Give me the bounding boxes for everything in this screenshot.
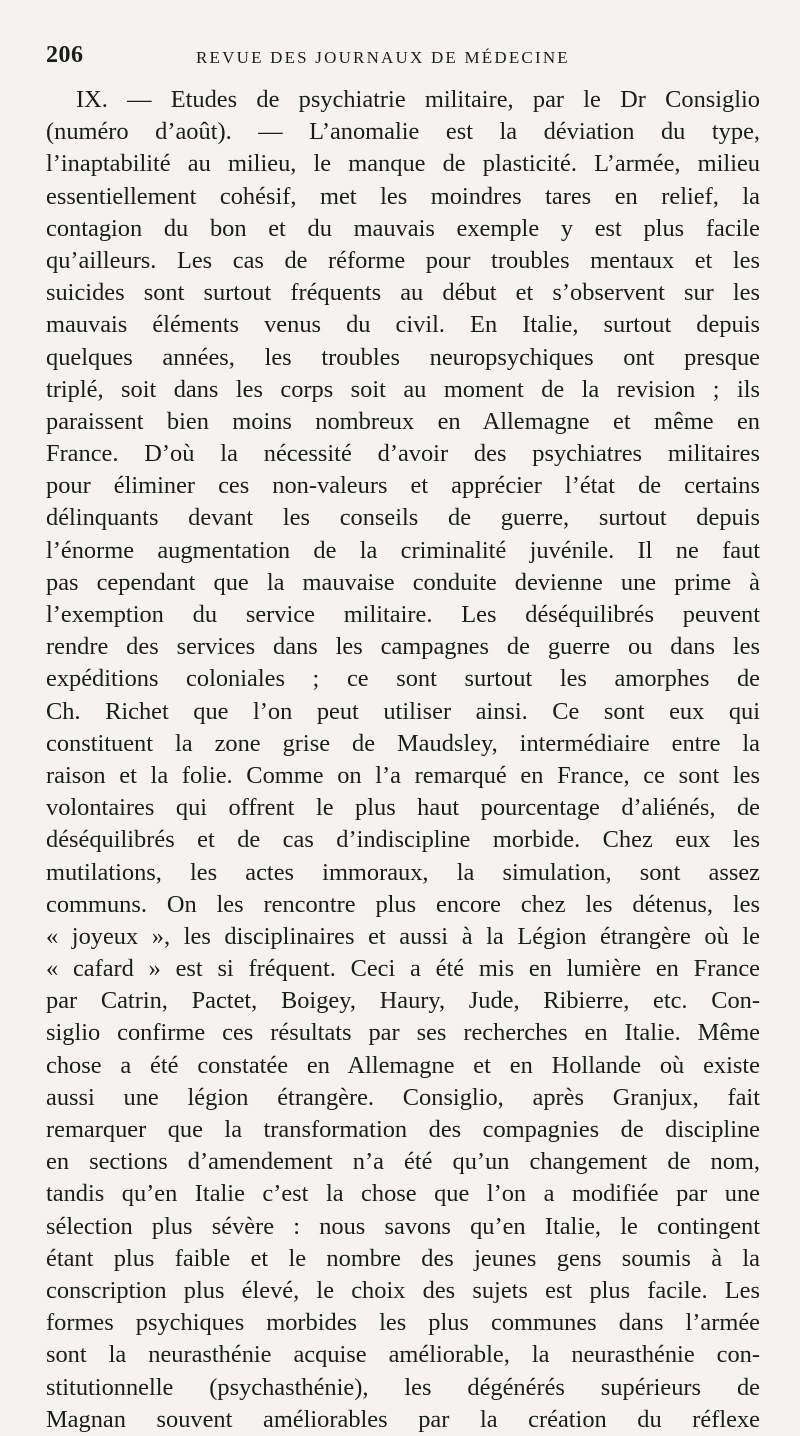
text-line: (numéro d’août). — L’anomalie est la déviation du type, xyxy=(46,118,760,146)
text-line: sélection plus sévère : nous savons qu’en Italie, le contingent xyxy=(46,1212,760,1240)
text-line: pas cependant que la mauvaise conduite devienne une prime à xyxy=(46,568,760,596)
text-line: rendre des services dans les campagnes de guerre ou dans les xyxy=(46,633,760,661)
text-line: l’exemption du service militaire. Les déséquilibrés peuvent xyxy=(46,601,760,628)
text-line: expéditions coloniales ; ce sont surtout les amorphes de xyxy=(46,665,760,693)
article-body xyxy=(46,84,760,1436)
text-line: quelques années, les troubles neuropsychiques ont presque xyxy=(46,343,760,371)
text-line: stitutionnelle (psychasthénie), les dégénérés supérieurs de xyxy=(46,1373,760,1401)
text-line: aussi une légion étrangère. Consiglio, après Granjux, fait xyxy=(46,1083,760,1111)
text-line: Magnan souvent améliorables par la création du réflexe xyxy=(46,1405,760,1433)
text-line: étant plus faible et le nombre des jeunes gens soumis à la xyxy=(46,1244,760,1272)
text-line: « joyeux », les disciplinaires et aussi à la Légion étrangère où le xyxy=(46,922,760,950)
text-line: essentiellement cohésif, met les moindres tares en relief, la xyxy=(46,182,760,210)
text-line: raison et la folie. Comme on l’a remarqué en France, ce sont les xyxy=(46,761,760,789)
text-line: contagion du bon et du mauvais exemple y est plus facile xyxy=(46,214,760,242)
text-line: pour éliminer ces non-valeurs et apprécier l’état de certains xyxy=(46,472,760,500)
text-line: l’énorme augmentation de la criminalité juvénile. Il ne faut xyxy=(46,536,760,564)
text-line: volontaires qui offrent le plus haut pourcentage d’aliénés, de xyxy=(46,794,760,822)
text-line: IX. — Etudes de psychiatrie militaire, par le Dr Consiglio xyxy=(76,86,760,113)
text-line: chose a été constatée en Allemagne et en Hollande où existe xyxy=(46,1051,760,1079)
text-line: « cafard » est si fréquent. Ceci a été mis en lumière en France xyxy=(46,955,760,983)
text-line: France. D’où la nécessité d’avoir des psychiatres militaires xyxy=(46,440,760,468)
text-line: remarquer que la transformation des compagnies de discipline xyxy=(46,1116,760,1143)
text-line: mutilations, les actes immoraux, la simulation, sont assez xyxy=(46,858,760,886)
text-line: conscription plus élevé, le choix des sujets est plus facile. Les xyxy=(46,1276,760,1304)
text-line: paraissent bien moins nombreux en Allemagne et même en xyxy=(46,407,760,435)
text-line: déséquilibrés et de cas d’indiscipline morbide. Chez eux les xyxy=(46,826,760,854)
text-line: triplé, soit dans les corps soit au moment de la revision ; ils xyxy=(46,375,760,403)
text-line: l’inaptabilité au milieu, le manque de plasticité. L’armée, milieu xyxy=(46,150,760,178)
text-line: constituent la zone grise de Maudsley, intermédiaire entre la xyxy=(46,729,760,757)
text-line: en sections d’amendement n’a été qu’un changement de nom, xyxy=(46,1148,760,1176)
text-line: sont la neurasthénie acquise améliorable, la neurasthénie con- xyxy=(46,1341,760,1369)
running-head: REVUE DES JOURNAUX DE MÉDECINE xyxy=(196,48,570,67)
page-header xyxy=(46,42,762,72)
text-line: formes psychiques morbides les plus communes dans l’armée xyxy=(46,1309,760,1337)
text-line: siglio confirme ces résultats par ses recherches en Italie. Même xyxy=(46,1019,760,1047)
text-line: par Catrin, Pactet, Boigey, Haury, Jude, Ribierre, etc. Con- xyxy=(46,987,760,1015)
text-line: délinquants devant les conseils de guerre, surtout depuis xyxy=(46,504,760,532)
page-number: 206 xyxy=(46,42,84,68)
text-line: qu’ailleurs. Les cas de réforme pour troubles mentaux et les xyxy=(46,246,760,274)
text-line: mauvais éléments venus du civil. En Italie, surtout depuis xyxy=(46,311,760,339)
text-line: communs. On les rencontre plus encore chez les détenus, les xyxy=(46,890,760,918)
text-line: tandis qu’en Italie c’est la chose que l’on a modifiée par une xyxy=(46,1180,760,1208)
text-line: suicides sont surtout fréquents au début et s’observent sur les xyxy=(46,279,760,307)
text-line: Ch. Richet que l’on peut utiliser ainsi. Ce sont eux qui xyxy=(46,697,760,725)
